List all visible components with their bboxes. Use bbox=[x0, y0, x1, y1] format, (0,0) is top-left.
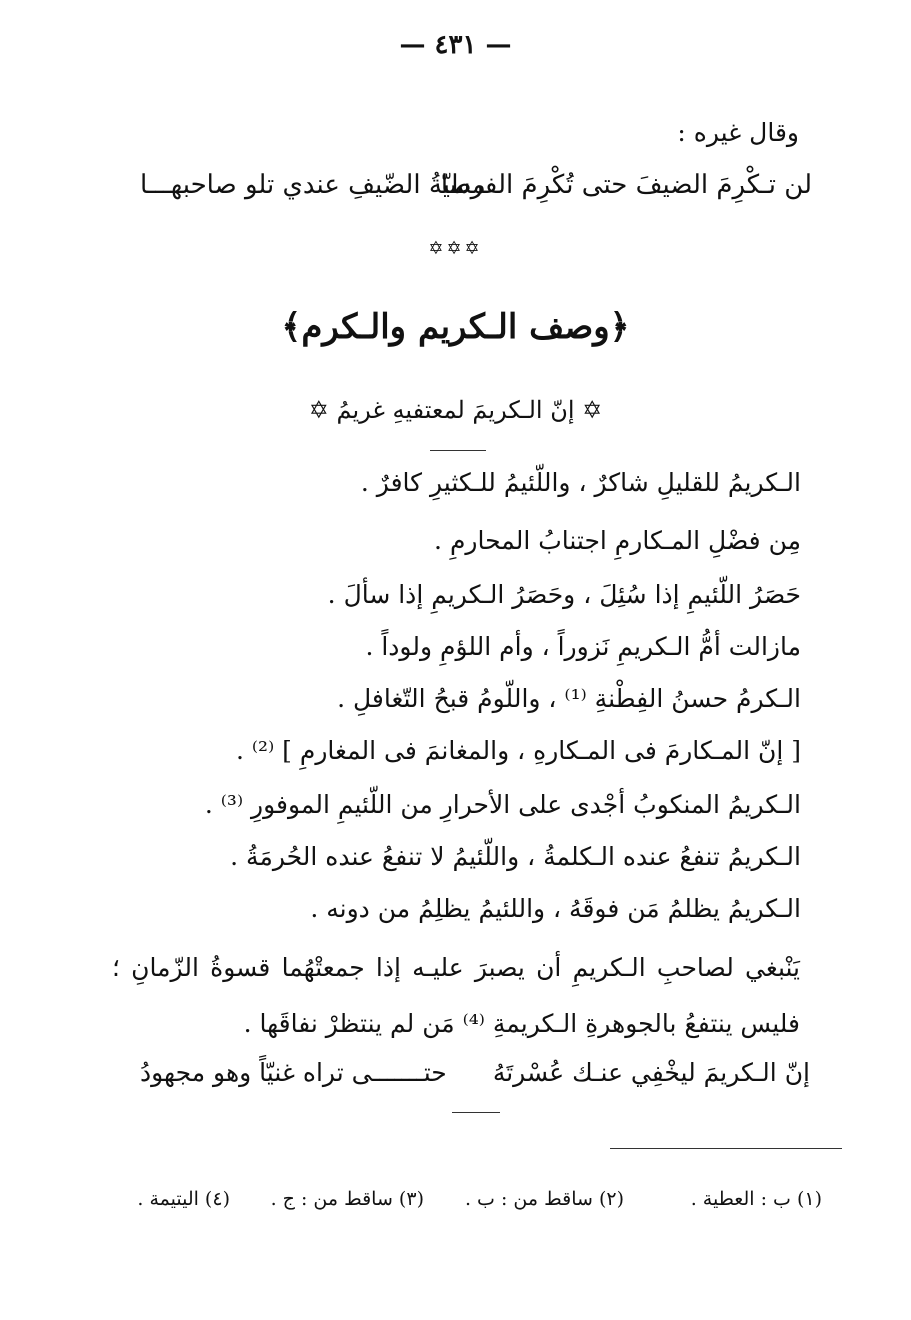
subtitle-rule bbox=[430, 450, 486, 451]
page-number: — ٤٣١ — bbox=[399, 30, 512, 60]
saying-line: الـكريمُ تنفعُ عنده الـكلمةُ ، واللّئيمُ لا تنفعُ عنده الحُرمَةُ . bbox=[230, 842, 801, 871]
section-title: ﴿وصف الـكريم والـكرم﴾ bbox=[281, 307, 630, 347]
verse-couplet-1 bbox=[140, 170, 812, 210]
verse-1-second-hemistich: مطيّةُ الضّيفِ عندي تلو صاحبهـــا bbox=[140, 170, 486, 200]
footnote-2: (٢) ساقط من : ب . bbox=[464, 1188, 624, 1210]
section-subtitle: ✡ إنّ الـكريمَ لمعتفيهِ غريمُ ✡ bbox=[308, 396, 603, 424]
saying-line: [ إنّ المـكارمَ فى المـكارهِ ، والمغانمَ فى المغارمِ ] ⁽²⁾ . bbox=[235, 736, 801, 765]
end-rule bbox=[452, 1112, 500, 1113]
separator-stars: ✡✡✡ bbox=[428, 238, 483, 259]
saying-line: حَصَرُ اللّئيمِ إذا سُئِلَ ، وحَصَرُ الـكريمِ إذا سألَ . bbox=[327, 580, 801, 609]
saying-line: مِن فضْلِ المـكارمِ اجتنابُ المحارمِ . bbox=[434, 526, 801, 555]
verse-1-first-hemistich: لن تـكْرِمَ الضيفَ حتى تُكْرِمَ الفرسا bbox=[440, 170, 812, 200]
footnote-1: (١) ب : العطية . bbox=[690, 1188, 822, 1210]
saying-line: الـكريمُ المنكوبُ أجْدى على الأحرارِ من اللّئيمِ الموفورِ ⁽³⁾ . bbox=[204, 790, 801, 819]
verse-2-first-hemistich: إنّ الـكريمَ ليخْفِي عنـك عُسْرتَهُ bbox=[492, 1058, 810, 1087]
saying-line: الـكرمُ حسنُ الفِطْنةِ ⁽¹⁾ ، واللّومُ قبحُ التّغافلِ . bbox=[337, 684, 801, 713]
saying-line: الـكريمُ يظلمُ مَن فوقَهُ ، واللئيمُ يظلِمُ من دونه . bbox=[310, 894, 801, 923]
footnote-separator bbox=[610, 1148, 842, 1149]
verse-2-second-hemistich: حتـــــــى تراه غنيّاً وهو مجهودُ bbox=[140, 1058, 447, 1087]
saying-paragraph: يَنْبغي لصاحبِ الـكريمِ أن يصبرَ عليـه إذا جمعتْهُما قسوةُ الزّمانِ ؛ فليس ينتفعُ بالجوهرةِ الـكريمةِ ⁽⁴⁾ مَن لم ينتظرْ نفاقَها . bbox=[112, 953, 800, 1038]
intro-line: وقال غيره : bbox=[677, 118, 799, 147]
saying-line: الـكريمُ للقليلِ شاكرٌ ، واللّئيمُ للـكثيرِ كافرٌ . bbox=[360, 468, 801, 497]
footnote-4: (٤) اليتيمة . bbox=[137, 1188, 230, 1210]
footnote-3: (٣) ساقط من : ج . bbox=[270, 1188, 424, 1210]
saying-line: مازالت أمُّ الـكريمِ نَزوراً ، وأم اللؤمِ ولوداً . bbox=[365, 632, 801, 661]
verse-couplet-2 bbox=[140, 1058, 810, 1098]
